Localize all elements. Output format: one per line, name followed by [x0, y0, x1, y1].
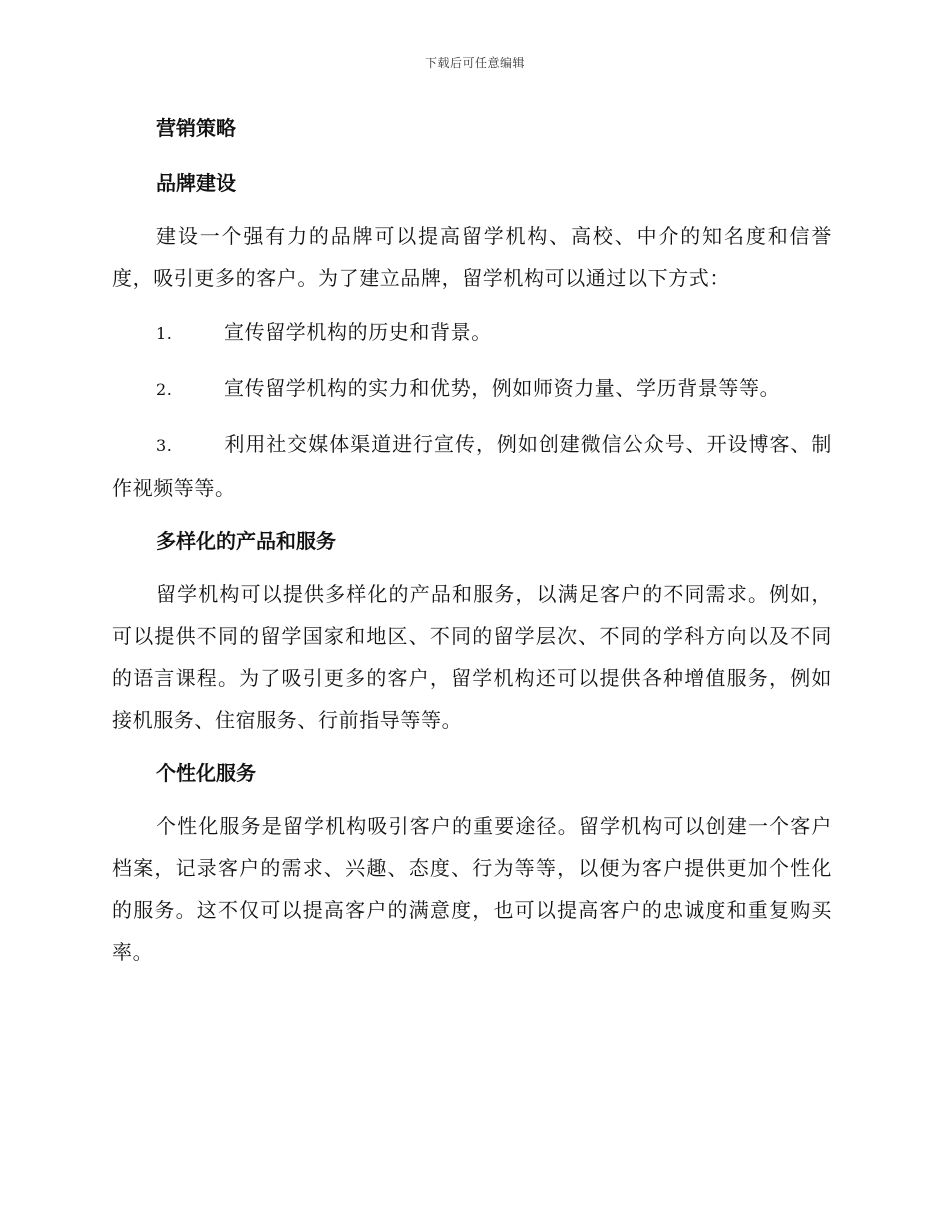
list-item [112, 423, 832, 509]
list-item [112, 367, 832, 411]
list-number: 3. [156, 436, 173, 455]
section-paragraph-personalized: 个性化服务是留学机构吸引客户的重要途径。留学机构可以创建一个客户档案，记录客户的需求、兴趣、态度、行为等等，以便为客户提供更加个性化的服务。这不仅可以提高客户的满意度，也可以提高客户的忠诚度和重复购买率。 [112, 814, 832, 964]
section-paragraph-brand: 建设一个强有力的品牌可以提高留学机构、高校、中介的知名度和信誉度，吸引更多的客户。为了建立品牌，留学机构可以通过以下方式： [112, 224, 832, 290]
section-paragraph-products: 留学机构可以提供多样化的产品和服务，以满足客户的不同需求。例如，可以提供不同的留学国家和地区、不同的留学层次、不同的学科方向以及不同的语言课程。为了吸引更多的客户，留学机构还可以提供各种增值服务，例如接机服务、住宿服务、行前指导等等。 [112, 582, 832, 732]
list-text: 宣传留学机构的历史和背景。 [224, 320, 492, 344]
document-body [112, 108, 832, 973]
list-item [112, 311, 832, 355]
section-heading-personalized: 个性化服务 [156, 761, 256, 785]
section-heading-brand: 品牌建设 [156, 171, 236, 195]
list-text: 利用社交媒体渠道进行宣传，例如创建微信公众号、开设博客、制作视频等等。 [112, 432, 832, 500]
list-number: 2. [156, 380, 173, 399]
document-title: 营销策略 [156, 116, 236, 140]
header-note: 下载后可任意编辑 [424, 56, 525, 70]
section-heading-products: 多样化的产品和服务 [156, 529, 336, 553]
list-number: 1. [156, 324, 173, 343]
list-text: 宣传留学机构的实力和优势，例如师资力量、学历背景等等。 [224, 376, 781, 400]
